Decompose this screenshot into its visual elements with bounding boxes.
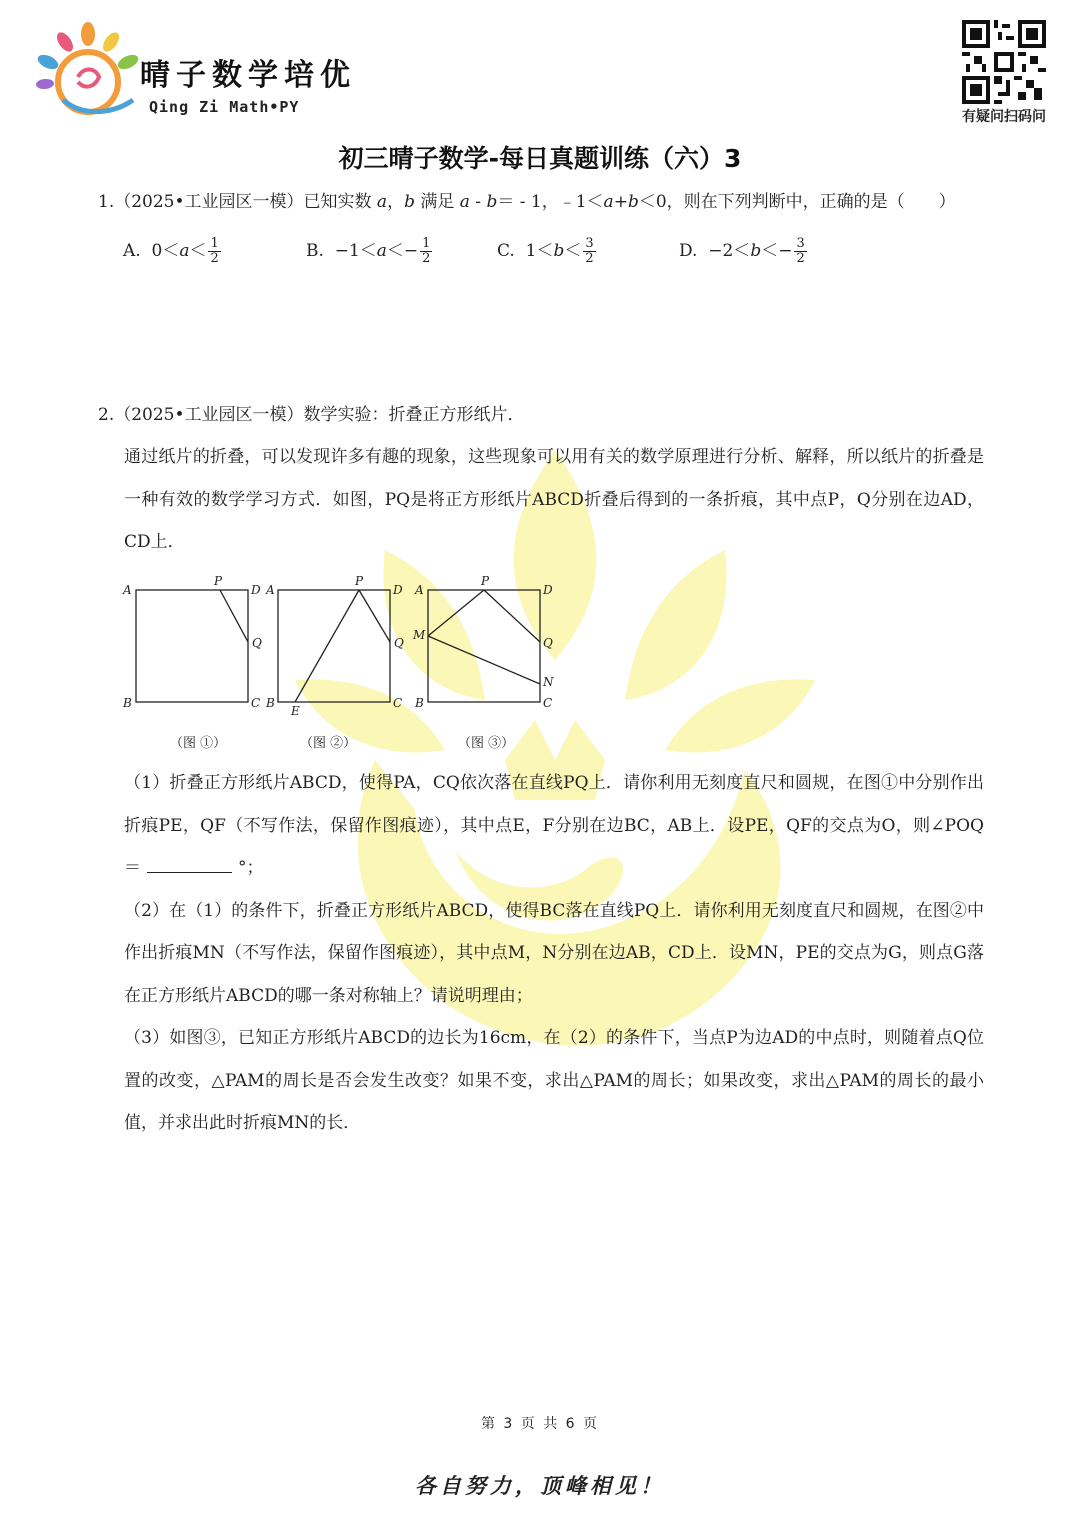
figure-1-crease-pq (220, 590, 248, 642)
figures (118, 572, 568, 722)
brand-name-cn: 晴子数学培优 (140, 58, 356, 93)
question-2-part-1: （1）折叠正方形纸片ABCD，使得PA，CQ依次落在直线PQ上．请你利用无刻度直尺和圆规，在图①中分别作出折痕PE，QF（不写作法，保留作图痕迹），其中点E，F分别在边BC，AB上．设PE，QF的交点为O，则∠POQ＝ °； (124, 773, 984, 878)
question-2-parts (124, 762, 984, 1145)
qr-caption: 有疑问扫码问 (962, 109, 1046, 125)
figure-3-label-b: B (415, 696, 424, 710)
figure-2-label-b: B (266, 696, 275, 710)
figure-3-square (428, 590, 540, 702)
figure-2-square (278, 590, 390, 702)
figure-2-label-a: A (266, 583, 275, 597)
figure-2-caption: （图 ②） (300, 736, 357, 751)
figure-3-line-pm (428, 590, 484, 636)
page-title: 初三晴子数学-每日真题训练（六）3 (338, 144, 742, 173)
question-2-part-2: （2）在（1）的条件下，折叠正方形纸片ABCD，使得BC落在直线PQ上．请你利用无刻度直尺和圆规，在图②中作出折痕MN（不写作法，保留作图痕迹），其中点M，N分别在边AB，CD上．设MN，PE的交点为G，则点G落在正方形纸片ABCD的哪一条对称轴上？请说明理由； (124, 900, 984, 1006)
brand-name-en: Qing Zi Math•PY (149, 98, 300, 116)
brand-logo-icon (33, 22, 143, 122)
figure-1-label-b: B (123, 696, 132, 710)
figure-2-crease-pe (295, 590, 359, 702)
figure-1-label-p: P (214, 574, 223, 588)
figure-2-label-c: C (393, 696, 403, 710)
slogan: 各自努力，顶峰相见！ (415, 1473, 665, 1498)
figure-1-label-d: D (251, 583, 261, 597)
option-d[interactable]: D. −2＜b＜− $\frac{3}{2}$ (679, 236, 805, 266)
figure-3-caption: （图 ③） (458, 736, 515, 751)
figure-3-label-n: N (543, 675, 554, 689)
option-c[interactable]: C. 1＜b＜ $\frac{3}{2}$ (497, 236, 594, 266)
figure-3-crease-mn (428, 636, 540, 684)
figure-1-square (136, 590, 248, 702)
question-2-part-3: （3）如图③，已知正方形纸片ABCD的边长为16cm，在（2）的条件下，当点P为边AD的中点时，则随着点Q位置的改变，△PAM的周长是否会发生改变？如果不变，求出△PAM的周长；如果改变，求出△PAM的周长的最小值，并求出此时折痕MN的长． (124, 1028, 984, 1133)
figure-3-label-c: C (543, 696, 553, 710)
figure-2-label-d: D (393, 583, 403, 597)
figure-2-crease-pq (359, 590, 390, 642)
answer-blank[interactable] (147, 854, 232, 873)
figure-2-label-q: Q (394, 636, 404, 650)
figure-1-label-a: A (123, 583, 132, 597)
qr-code-icon (962, 20, 1046, 104)
option-b[interactable]: B. −1＜a＜− $\frac{1}{2}$ (306, 236, 431, 266)
figure-3-label-p: P (481, 574, 490, 588)
figure-1-caption: （图 ①） (170, 736, 227, 751)
figure-2-label-p: P (355, 574, 364, 588)
figure-3-label-a: A (415, 583, 424, 597)
figure-1-label-q: Q (252, 636, 262, 650)
question-2-heading: 2.（2025•工业园区一模）数学实验：折叠正方形纸片． (98, 405, 525, 425)
figure-3-label-m: M (413, 628, 426, 642)
question-1-stem: 1.（2025•工业园区一模）已知实数 a，b 满足 a - b＝ - 1，﹣1＜a+b＜0，则在下列判断中，正确的是（ ） (98, 192, 956, 212)
figure-3-crease-pq (484, 590, 540, 642)
figure-3-label-q: Q (543, 636, 553, 650)
page-number: 第 3 页 共 6 页 (480, 1416, 600, 1432)
figure-3-label-d: D (543, 583, 553, 597)
figure-2-label-e: E (291, 704, 300, 718)
figure-1-label-c: C (251, 696, 261, 710)
question-2-intro: 通过纸片的折叠，可以发现许多有趣的现象，这些现象可以用有关的数学原理进行分析、解释，所以纸片的折叠是一种有效的数学学习方式．如图，PQ是将正方形纸片ABCD折叠后得到的一条折痕，其中点P，Q分别在边AD，CD上． (124, 447, 984, 552)
option-a[interactable]: A. 0＜a＜ $\frac{1}{2}$ (123, 236, 219, 266)
